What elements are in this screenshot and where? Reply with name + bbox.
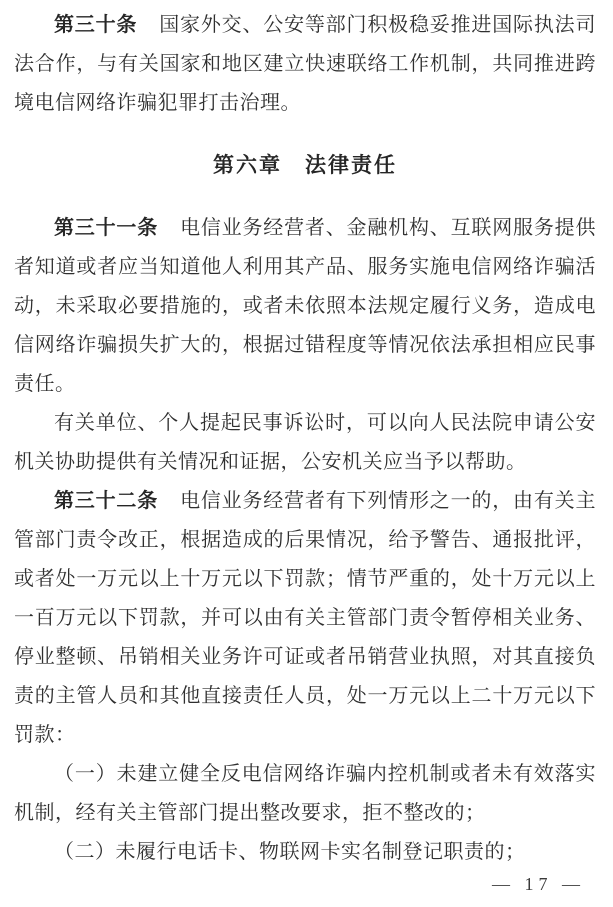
article-30-number: 第三十条 — [54, 14, 138, 36]
article-30-text: 国家外交、公安等部门积极稳妥推进国际执法司法合作，与有关国家和地区建立快速联络工作机制，共同推进跨境电信网络诈骗犯罪打击治理。 — [14, 14, 596, 114]
article-32-item-2: （二）未履行电话卡、物联网卡实名制登记职责的； — [54, 841, 526, 863]
article-32-paragraph — [14, 482, 596, 755]
article-32-text: 电信业务经营者有下列情形之一的，由有关主管部门责令改正，根据造成的后果情况，给予警告、通报批评，或者处一万元以上十万元以下罚款；情节严重的，处十万元以上一百万元以下罚款，并可以由有关主管部门责令暂停相关业务、停业整顿、吊销相关业务许可证或者吊销营业执照，对其直接负责的主管人员和其他直接责任人员，处一万元以上二十万元以下罚款： — [14, 490, 596, 746]
article-31-text: 电信业务经营者、金融机构、互联网服务提供者知道或者应当知道他人利用其产品、服务实施电信网络诈骗活动，未采取必要措施的，或者未依照本法规定履行义务，造成电信网络诈骗损失扩大的，根据过错程度等情况依法承担相应民事责任。 — [14, 217, 596, 395]
article-30-paragraph — [14, 6, 596, 123]
page-number: — 17 — — [492, 874, 585, 894]
article-32-item-1: （一）未建立健全反电信网络诈骗内控机制或者未有效落实机制，经有关主管部门提出整改要求，拒不整改的； — [14, 763, 596, 824]
article-31-paragraph — [14, 209, 596, 404]
article-31-number: 第三十一条 — [54, 217, 159, 239]
civil-litigation-paragraph: 有关单位、个人提起民事诉讼时，可以向人民法院申请公安机关协助提供有关情况和证据，公安机关应当予以帮助。 — [14, 412, 596, 473]
article-32-number: 第三十二条 — [54, 490, 159, 512]
chapter-6-heading: 第六章 法律责任 — [213, 154, 397, 177]
